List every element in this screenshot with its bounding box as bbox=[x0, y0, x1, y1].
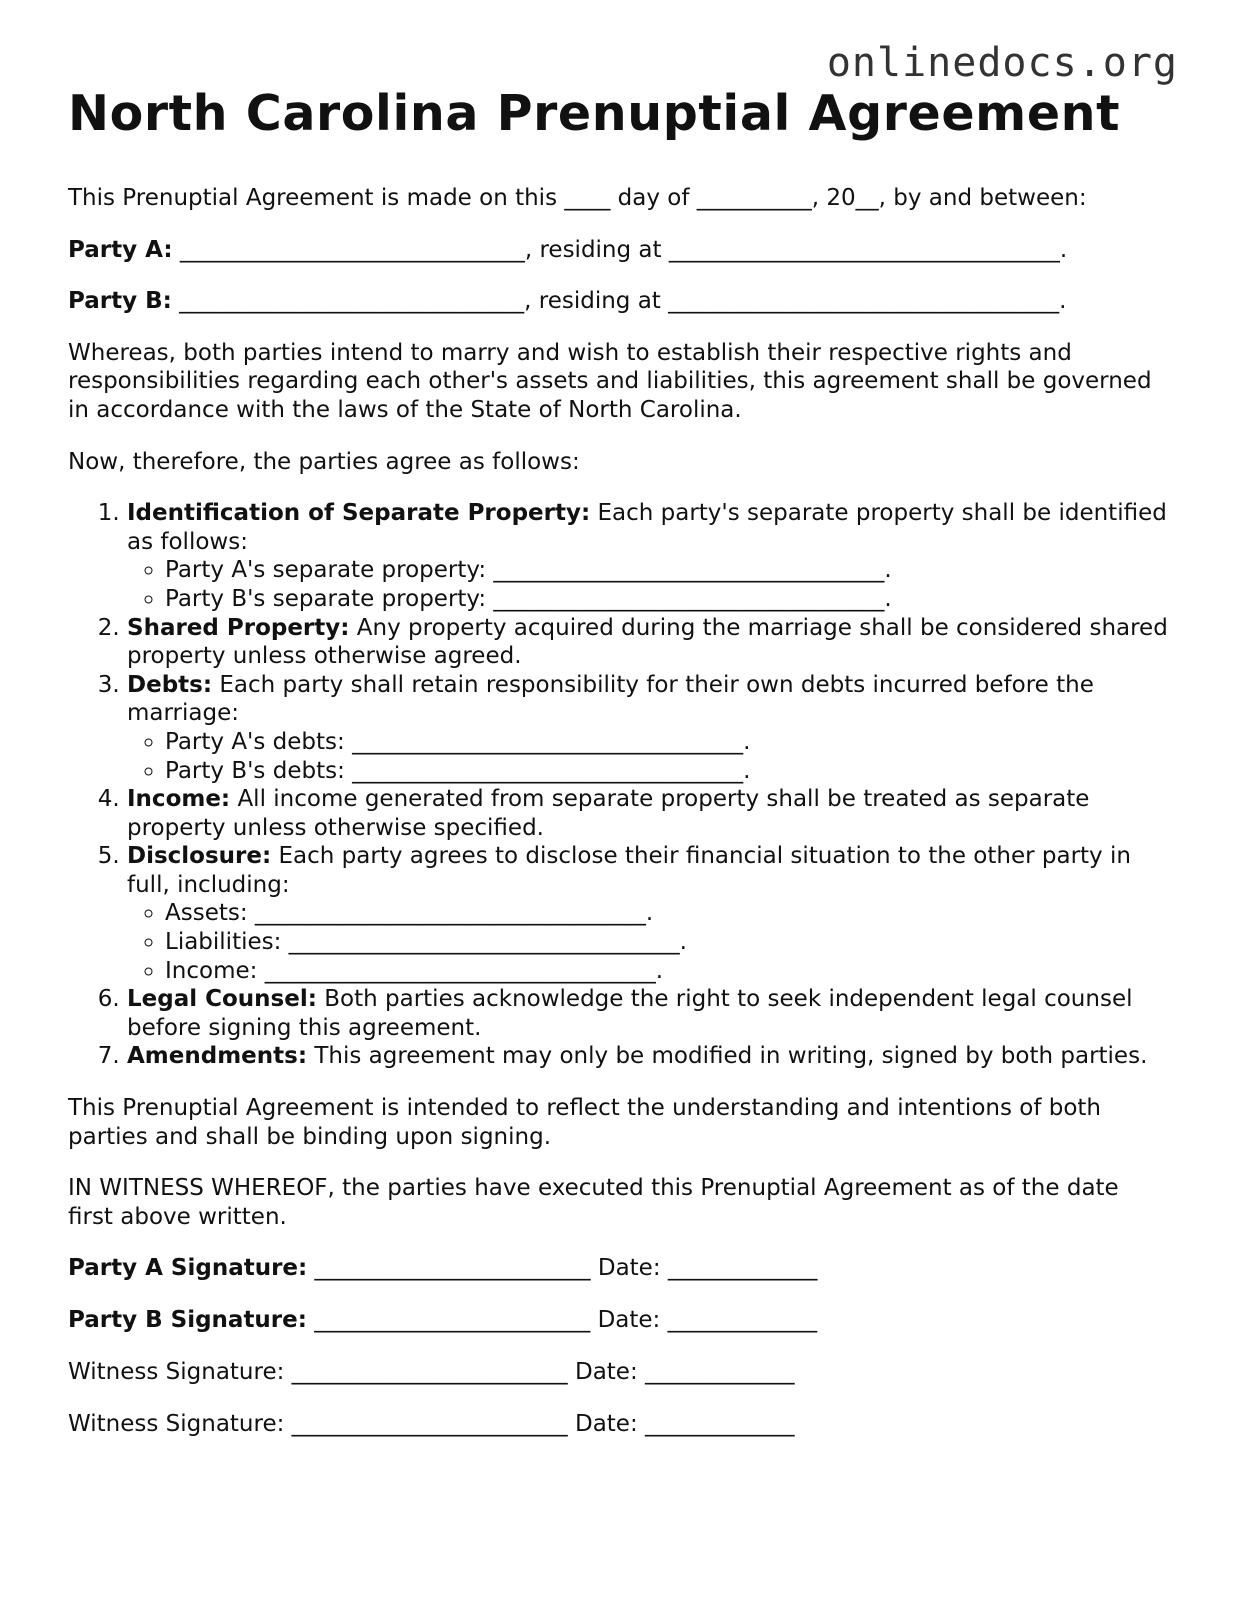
term-heading: Legal Counsel: bbox=[127, 986, 317, 1013]
term-item bbox=[127, 499, 1168, 613]
party-a-label: Party A: bbox=[68, 236, 173, 263]
sub-list bbox=[127, 556, 1168, 613]
term-item bbox=[127, 985, 1168, 1042]
intro-paragraph: This Prenuptial Agreement is made on this ____ day of __________, 20__, by and between: bbox=[68, 185, 1087, 211]
sub-list bbox=[127, 899, 1168, 985]
term-item bbox=[127, 842, 1168, 985]
whereas-paragraph: Whereas, both parties intend to marry and wish to establish their respective rights and responsibilities regarding each other's assets and liabilities, this agreement shall be governed in accordance with the laws of the State of North Carolina. bbox=[68, 339, 1152, 423]
party-b-line bbox=[68, 287, 1168, 316]
sub-item: ◦ Party A's debts: __________________________________. bbox=[165, 728, 1168, 757]
term-item bbox=[127, 1042, 1168, 1071]
term-text: All income generated from separate property shall be treated as separate property unless otherwise specified. bbox=[127, 786, 1090, 841]
witness-whereof-paragraph: IN WITNESS WHEREOF, the parties have executed this Prenuptial Agreement as of the date first above written. bbox=[68, 1175, 1119, 1230]
term-heading: Amendments: bbox=[127, 1043, 308, 1070]
sub-item: ◦ Liabilities: __________________________________. bbox=[165, 928, 1168, 957]
term-heading: Debts: bbox=[127, 671, 213, 698]
sub-item: ◦ Assets: __________________________________. bbox=[165, 899, 1168, 928]
sub-list bbox=[127, 728, 1168, 785]
party-a-blanks: ______________________________, residing at __________________________________. bbox=[172, 236, 1068, 263]
party-a-signature-blanks: ________________________ Date: _____________ bbox=[307, 1255, 818, 1282]
now-therefore-paragraph: Now, therefore, the parties agree as follows: bbox=[68, 448, 580, 475]
term-item bbox=[127, 614, 1168, 671]
term-text: Both parties acknowledge the right to seek independent legal counsel before signing this agreement. bbox=[127, 986, 1133, 1041]
closing-paragraph: This Prenuptial Agreement is intended to reflect the understanding and intentions of both parties and shall be binding upon signing. bbox=[68, 1095, 1102, 1150]
document bbox=[68, 84, 1168, 1462]
terms-list bbox=[68, 499, 1168, 1071]
term-text: This agreement may only be modified in writing, signed by both parties. bbox=[307, 1043, 1148, 1070]
term-heading: Shared Property: bbox=[127, 614, 350, 641]
witness-signature-line: Witness Signature: ________________________ Date: _____________ bbox=[68, 1359, 795, 1386]
sub-item: ◦ Party A's separate property: __________________________________. bbox=[165, 556, 1168, 585]
party-a-signature-label: Party A Signature: bbox=[68, 1255, 308, 1282]
signature-block bbox=[68, 1254, 1168, 1439]
term-heading: Identification of Separate Property: bbox=[127, 500, 591, 527]
term-heading: Income: bbox=[127, 786, 231, 813]
document-title: North Carolina Prenuptial Agreement bbox=[68, 85, 1121, 142]
term-text: Each party shall retain responsibility for their own debts incurred before the marriage: bbox=[127, 671, 1094, 727]
witness-signature-line: Witness Signature: ________________________ Date: _____________ bbox=[68, 1411, 795, 1438]
term-text: Any property acquired during the marriage shall be considered shared property unless otherwise agreed. bbox=[127, 614, 1168, 670]
sub-item: ◦ Party B's separate property: __________________________________. bbox=[165, 585, 1168, 614]
sub-item: ◦ Party B's debts: __________________________________. bbox=[165, 757, 1168, 786]
watermark: onlinedocs.org bbox=[826, 40, 1178, 86]
term-item bbox=[127, 671, 1168, 785]
party-b-blanks: ______________________________, residing at __________________________________. bbox=[171, 288, 1067, 315]
term-text: Each party agrees to disclose their financial situation to the other party in full, including: bbox=[127, 843, 1131, 898]
party-b-signature-line bbox=[68, 1306, 1168, 1335]
party-b-signature-label: Party B Signature: bbox=[68, 1307, 307, 1334]
party-b-label: Party B: bbox=[68, 288, 172, 315]
term-item bbox=[127, 785, 1168, 842]
term-heading: Disclosure: bbox=[127, 843, 272, 870]
party-b-signature-blanks: ________________________ Date: _____________ bbox=[306, 1307, 818, 1334]
party-a-line bbox=[68, 236, 1168, 265]
sub-item: ◦ Income: __________________________________. bbox=[165, 957, 1168, 986]
term-text: Each party's separate property shall be identified as follows: bbox=[127, 500, 1167, 555]
party-a-signature-line bbox=[68, 1254, 1168, 1283]
